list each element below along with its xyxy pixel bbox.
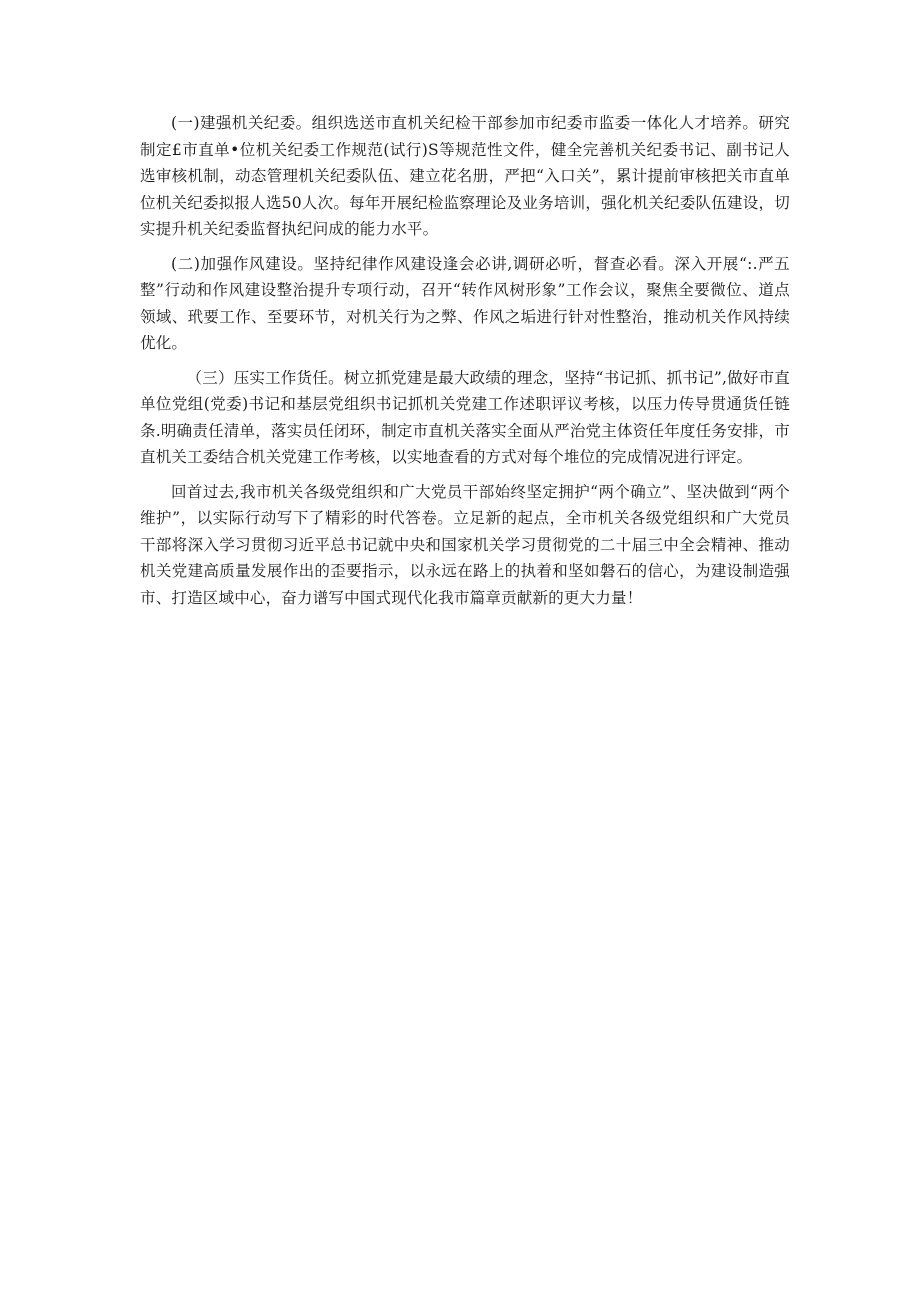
document-body <box>140 110 790 619</box>
paragraph-strengthen-discipline-committee: (一)建强机关纪委。组织选送市直机关纪检干部参加市纪委市监委一体化人才培养。研究制定£市直单•位机关纪委工作规范(试行)S等规范性文件，健全完善机关纪委书记、副书记人选审核机制，动态管理机关纪委队伍、建立花名册，严把“入口关”，累计提前审核把关市直单位机关纪委拟报人选50人次。每年开展纪检监察理论及业务培训，强化机关纪委队伍建设，切实提升机关纪委监督执纪问成的能力水平。 <box>140 114 790 238</box>
paragraph-conclusion: 回首过去,我市机关各级党组织和广大党员干部始终坚定拥护“两个确立”、坚决做到“两个维护”，以实际行动写下了精彩的时代答卷。立足新的起点，全市机关各级党组织和广大党员干部将深入学习贯彻习近平总书记就中央和国家机关学习贯彻党的二十届三中全会精神、推动机关党建高质量发展作出的歪要指示，以永远在路上的执着和坚如磐石的信心，为建设制造强市、打造区域中心，奋力谱写中国式现代化我市篇章贡献新的更大力量！ <box>140 482 790 607</box>
paragraph-work-responsibility: （三）压实工作货任。树立抓党建是最大政绩的理念，坚持“书记抓、抓书记”,做好市直单位党组(党委)书记和基层党组织书记抓机关党建工作述职评议考核，以压力传导贯通货任链条.明确责任清单，落实员任闭环，制定市直机关落实全面从严治党主体资任年度任务安排，市直机关工委结合机关党建工作考核，以实地查看的方式对每个堆位的完成情况进行评定。 <box>140 368 790 466</box>
paragraph-work-style-construction: (二)加强作风建设。坚持纪律作风建设逢会必讲,调研必听，督查必看。深入开展“:.严五整”行动和作风建设整治提升专项行动，召开“转作风树形象”工作会议，聚焦全要微位、道点领域、玳要工作、至要环节，对机关行为之弊、作风之垢进行针对性整治，推动机关作风持续优化。 <box>140 254 790 352</box>
